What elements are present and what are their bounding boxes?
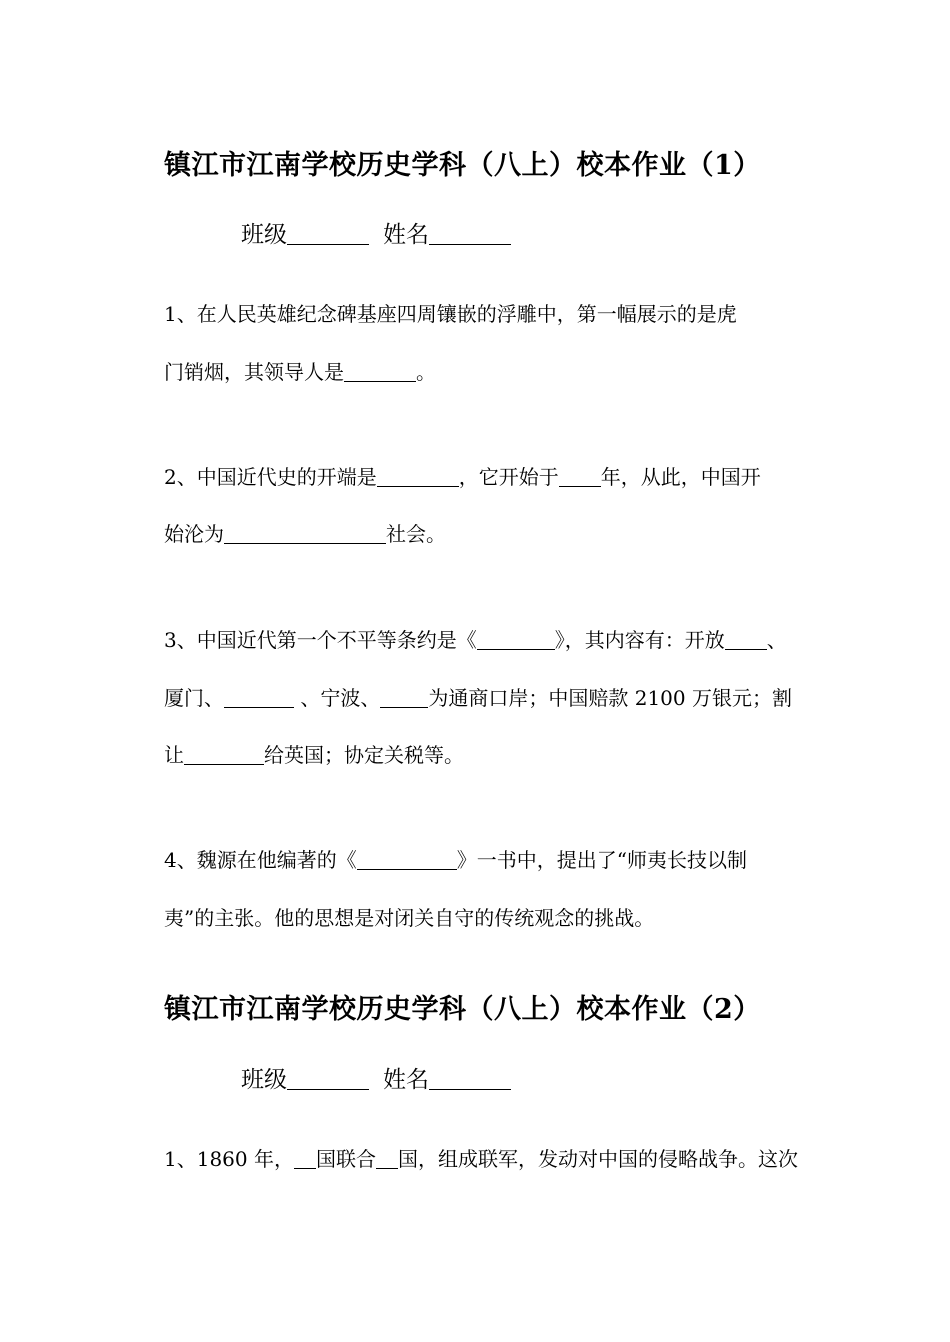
answer-blank[interactable] <box>559 465 601 487</box>
class-label: 班级 <box>241 1067 287 1093</box>
worksheet-title-2: 镇江市江南学校历史学科（八上）校本作业（2） <box>164 994 761 1025</box>
question-1-line-1: 1、在人民英雄纪念碑基座四周镶嵌的浮雕中，第一幅展示的是虎 <box>164 302 737 326</box>
question-3-line-2: 厦门、 、宁波、 为通商口岸；中国赔款 2100 万银元；割 <box>164 686 792 710</box>
answer-blank[interactable] <box>380 686 428 708</box>
name-label: 姓名 <box>383 222 429 248</box>
section-2-question-1-line-1: 1、1860 年， 国联合 国，组成联军，发动对中国的侵略战争。这次 <box>164 1147 798 1171</box>
answer-blank[interactable] <box>224 686 294 708</box>
answer-blank[interactable] <box>357 848 457 870</box>
question-1-line-2: 门销烟，其领导人是 。 <box>164 360 436 384</box>
question-3-line-1: 3、中国近代第一个不平等条约是《 》，其内容有：开放 、 <box>164 628 787 652</box>
answer-blank[interactable] <box>477 628 555 650</box>
class-blank[interactable] <box>287 1065 369 1090</box>
answer-blank[interactable] <box>184 743 264 765</box>
question-3-line-3: 让 给英国；协定关税等。 <box>164 743 464 767</box>
name-blank[interactable] <box>429 220 511 245</box>
class-label: 班级 <box>241 222 287 248</box>
answer-blank[interactable] <box>377 465 459 487</box>
name-blank[interactable] <box>429 1065 511 1090</box>
question-2-line-1: 2、中国近代史的开端是 ，它开始于 年，从此，中国开 <box>164 465 761 489</box>
student-info-row-2 <box>241 1061 511 1094</box>
question-4-line-2: 夷”的主张。他的思想是对闭关自守的传统观念的挑战。 <box>164 906 655 930</box>
student-info-row-1 <box>241 216 511 249</box>
answer-blank[interactable] <box>344 360 416 382</box>
question-2-line-2: 始沦为 社会。 <box>164 522 446 546</box>
answer-blank[interactable] <box>294 1147 316 1169</box>
answer-blank[interactable] <box>376 1147 398 1169</box>
question-4-line-1: 4、魏源在他编著的《 》一书中，提出了“师夷长技以制 <box>164 848 747 872</box>
answer-blank[interactable] <box>725 628 767 650</box>
answer-blank[interactable] <box>224 522 386 544</box>
worksheet-title-1: 镇江市江南学校历史学科（八上）校本作业（1） <box>164 150 761 181</box>
class-blank[interactable] <box>287 220 369 245</box>
name-label: 姓名 <box>383 1067 429 1093</box>
